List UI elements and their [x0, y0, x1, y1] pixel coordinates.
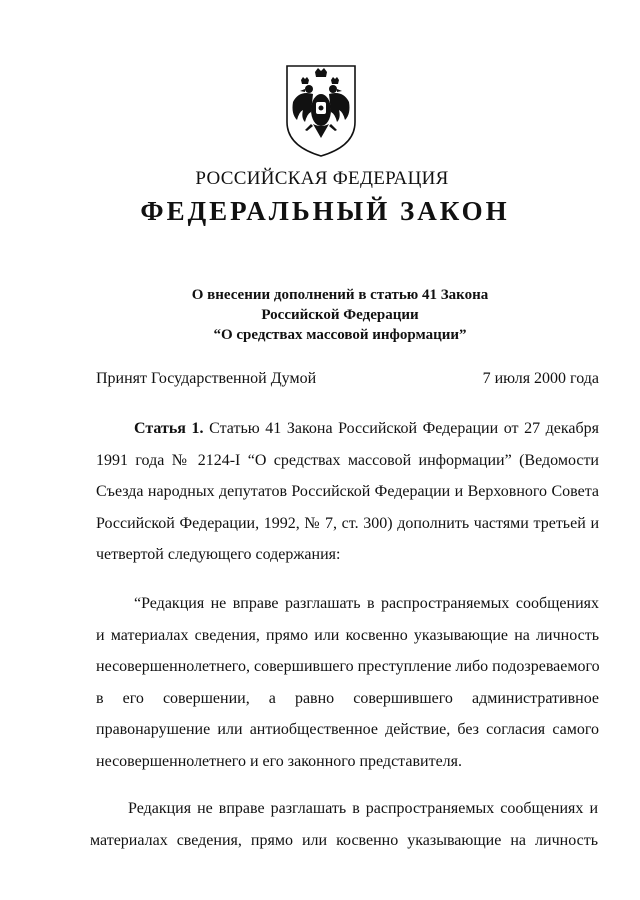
adopted-by: Принят Государственной Думой: [96, 370, 317, 387]
paragraph-line: несовершеннолетнего, совершившего преступление либо подозреваемого: [96, 658, 600, 675]
paragraph-line: и материалах сведения, прямо или косвенно указывающие на личность: [96, 626, 599, 644]
paragraph-line: правонарушение или антиобщественное действие, без согласия самого: [96, 721, 599, 738]
law-title-line: Российской Федерации: [261, 307, 419, 323]
country-name: РОССИЙСКАЯ ФЕДЕРАЦИЯ: [195, 168, 449, 189]
article-text: Статью 41 Закона Российской Федерации от 27 декабря: [209, 420, 600, 437]
adoption-date: 7 июля 2000 года: [482, 370, 599, 387]
article-line: Съезда народных депутатов Российской Федерации и Верховного Совета: [96, 483, 599, 500]
paragraph-line: в его совершении, а равно совершившего административное: [96, 689, 599, 707]
document-type: ФЕДЕРАЛЬНЫЙ ЗАКОН: [140, 196, 510, 226]
paragraph-line: “Редакция не вправе разглашать в распространяемых сообщениях: [134, 595, 599, 612]
paragraph-line: несовершеннолетнего и его законного представителя.: [96, 752, 463, 770]
law-title: [0, 285, 640, 345]
quoted-paragraph-1: [96, 588, 599, 777]
coat-of-arms-emblem: [283, 62, 359, 158]
paragraph-line: Редакция не вправе разглашать в распространяемых сообщениях и: [128, 800, 598, 817]
article-line: четвертой следующего содержания:: [96, 546, 341, 563]
quoted-paragraph-2: [90, 793, 598, 856]
article-line: 1991 года № 2124-I “О средствах массовой информации” (Ведомости: [96, 451, 599, 469]
article-line: Российской Федерации, 1992, № 7, ст. 300) дополнить частями третьей и: [96, 514, 599, 532]
law-title-line: “О средствах массовой информации”: [213, 327, 467, 343]
article-1: [96, 413, 599, 571]
paragraph-line: материалах сведения, прямо или косвенно указывающие на личность: [90, 831, 598, 849]
article-first-line: [96, 413, 599, 445]
law-title-line: О внесении дополнений в статью 41 Закона: [191, 287, 489, 303]
article-label: Статья 1.: [134, 420, 204, 437]
